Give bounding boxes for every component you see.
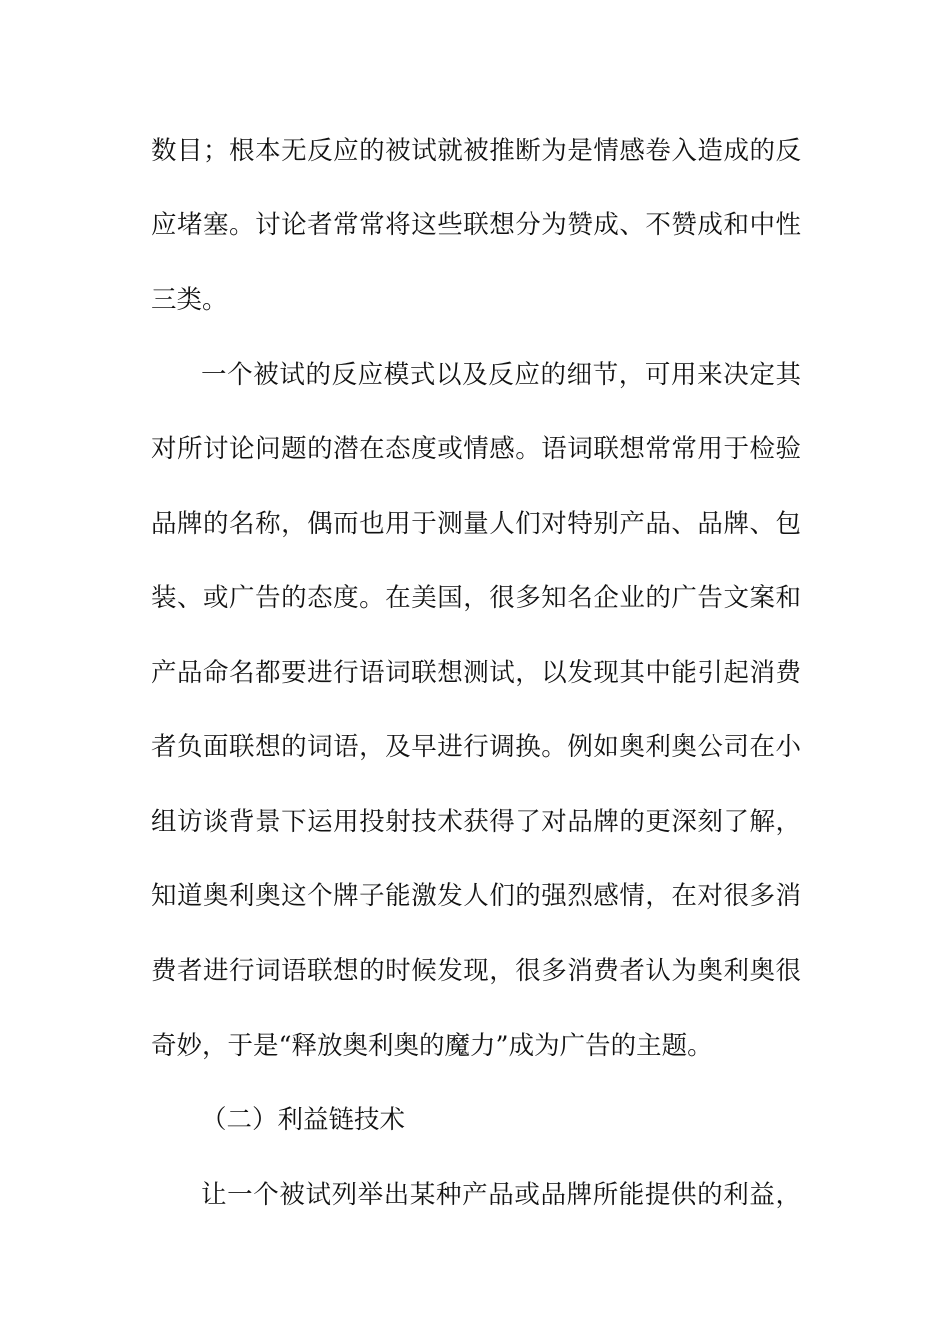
paragraph-line: 者负面联想的词语，及早进行调换。例如奥利奥公司在小 bbox=[151, 732, 801, 762]
paragraph-line: 品牌的名称，偶而也用于测量人们对特别产品、品牌、包 bbox=[151, 509, 801, 539]
paragraph-line: 对所讨论问题的潜在态度或情感。语词联想常常用于检验 bbox=[151, 434, 801, 464]
paragraph-line: 三类。 bbox=[151, 285, 228, 315]
paragraph-line: 装、或广告的态度。在美国，很多知名企业的广告文案和 bbox=[151, 583, 801, 613]
paragraph-line: 应堵塞。讨论者常常将这些联想分为赞成、不赞成和中性 bbox=[151, 210, 801, 240]
paragraph-line: 组访谈背景下运用投射技术获得了对品牌的更深刻了解， bbox=[151, 807, 801, 837]
paragraph-line: 知道奥利奥这个牌子能激发人们的强烈感情，在对很多消 bbox=[151, 881, 801, 911]
paragraph-line: 让一个被试列举出某种产品或品牌所能提供的利益， bbox=[201, 1180, 801, 1210]
paragraph-line: 数目；根本无反应的被试就被推断为是情感卷入造成的反 bbox=[151, 136, 801, 166]
paragraph-line: 费者进行词语联想的时候发现，很多消费者认为奥利奥很 bbox=[151, 956, 801, 986]
paragraph-line: 产品命名都要进行语词联想测试，以发现其中能引起消费 bbox=[151, 658, 801, 688]
paragraph-line: 一个被试的反应模式以及反应的细节，可用来决定其 bbox=[201, 360, 801, 390]
paragraph-line: 奇妙，于是“释放奥利奥的魔力”成为广告的主题。 bbox=[151, 1031, 713, 1061]
section-heading: （二）利益链技术 bbox=[201, 1105, 406, 1135]
